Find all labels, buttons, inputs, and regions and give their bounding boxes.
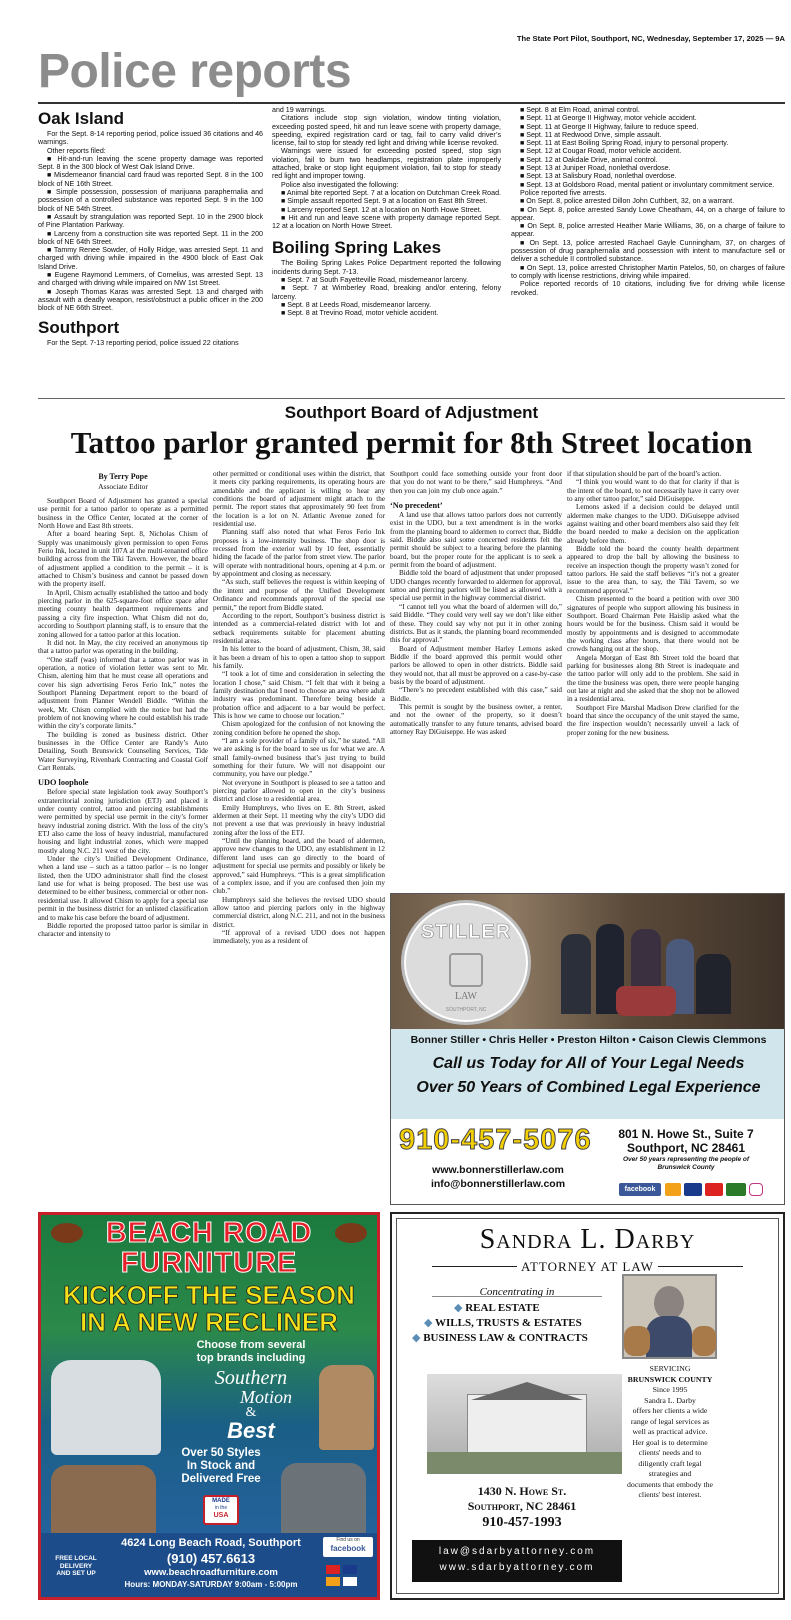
police-para: For the Sept. 7-13 reporting period, police issued 22 citations — [47, 338, 239, 347]
police-para: ■ On Sept. 8, police arrested Dillon John Cuthbert, 32, on a warrant. — [520, 197, 735, 206]
story-para: Biddle told the board of adjustment that under proposed UDO changes recently forwarded to aldermen for approval, tattoo and piercing parlors will be listed as allowed with a special use permit in the highway commercial district. — [390, 569, 562, 603]
police-para: ■ Hit-and-run leaving the scene property damage was reported Sept. 8 in the 300 block of West Oak Island Drive. — [38, 154, 263, 172]
usa-badge-text: MADE — [212, 1498, 230, 1504]
story-para: Biddle reported the proposed tattoo parlor is similar in character and intensity to — [38, 921, 208, 939]
police-para: ■ On Sept. 13, police arrested Rachael Gayle Cunningham, 37, on charges of possession of drug paraphernalia and possession with intent to manufacture sell or deliver a schedule II controlled substance. — [511, 238, 785, 264]
police-column-3 — [511, 106, 785, 376]
story-column-1 — [38, 470, 208, 1180]
story-para: “As such, staff believes the request is within keeping of the intent and purpose of the Unified Development Ordinance and recommends approval of the special use permit,” the report from Biddle stated. — [213, 578, 385, 612]
story-para: if that stipulation should be part of the board’s action. — [567, 470, 722, 478]
darby-service — [412, 1316, 632, 1331]
darby-name: Sandra L. Darby — [479, 1224, 696, 1255]
stiller-law-ad — [390, 893, 785, 1205]
fb-find-label: Find us on — [336, 1537, 360, 1543]
subhead-udo-loophole: UDO loophole — [38, 778, 89, 788]
story-para: Planning staff also noted that what Feros Ferio Ink proposes is a low-intensity business. The shop door is recessed from the exterior wall by 10 feet, essentially hiding the facade of the parlor from street view. The parlor will operate with nontraditional hours, opening at 4 p.m. or by appointment and closing as necessary. — [213, 528, 385, 579]
story-para: The building is zoned as business district. Other businesses in the Office Center are Randy’s Auto Detailing, South Brunswick Counseling Services, Tide Water Surveying, Rivenbark Contracting and Coastal Golf Cart Rentals. — [38, 730, 208, 772]
story-para: “I took a lot of time and consideration in selecting the location I chose,” said Chism. “I felt that with it being a family destination that I need to choose an area where adult industry was predominant. Therefore being beside a probation office and adjacent to a bar would be perfect. This is how we came to choose our location.” — [213, 670, 385, 720]
darby-blurb-line: range of legal services as — [630, 1416, 710, 1426]
darby-blurb-line: offers her clients a wide — [632, 1406, 708, 1415]
police-para: ■ Sept. 13 at Juniper Road, nonlethal overdose. — [520, 164, 671, 173]
darby-title: ATTORNEY AT LAW — [517, 1259, 658, 1274]
story-para: Before special state legislation took away Southport’s extraterritorial zoning jurisdiction (ETJ) and placed it under county control, tattoo and piercing establishments were permitted by special use permit in the city’s former heavy industrial zoning district. With the loss of the city’s ETJ also came the loss of heavy industrial, manufactured housing and light industrial zones, which were mapped mostly along N.C. 211 west of the city. — [38, 788, 208, 855]
police-para: Other reports filed: — [47, 146, 106, 155]
darby-concentrating: Concentrating in — [479, 1286, 555, 1298]
police-para: ■ Sept. 13 at Salisbury Road, nonlethal overdose. — [520, 172, 677, 181]
story-column-3 — [390, 470, 562, 890]
police-para: ■ Eugene Raymond Lemmers, of Cornelius, was arrested Sept. 13 and charged with driving while impaired on NW 1st Street. — [38, 271, 263, 288]
beach-styles-2: In Stock and — [186, 1460, 256, 1472]
instagram-icon — [749, 1183, 763, 1196]
recliner-image — [281, 1463, 366, 1543]
diamond-icon: ◆ — [424, 1317, 436, 1329]
cash-icon — [726, 1183, 746, 1196]
police-para: ■ On Sept. 13, police arrested Christopher Martin Patelos, 50, on charges of failure to comply with license restrictions, driving while impaired. — [511, 263, 785, 280]
amex-icon — [343, 1577, 357, 1586]
police-para: ■ Sept. 8 at Trevino Road, motor vehicle accident. — [281, 309, 439, 318]
beach-title-2: FURNITURE — [120, 1247, 298, 1279]
police-para: ■ Simple possession, possession of marijuana paraphernalia and possession of a controlled substance was reported Sept. 9 in the 100 block of NE 54th Street. — [38, 188, 263, 213]
stiller-logo — [401, 900, 531, 1025]
stiller-email[interactable]: info@bonnerstillerlaw.com — [430, 1178, 566, 1190]
police-para: ■ Sept. 11 at George II Highway, failure to reduce speed. — [520, 122, 699, 131]
darby-attorney-ad — [390, 1212, 785, 1600]
story-para: “I am a sole provider of a family of six,” he stated. “All we are asking is for the board to see us for what we are. A small family-owned business that’s just trying to build something for their future. We will not disappoint our community, you have our pledge.” — [213, 737, 385, 779]
police-para: ■ Larceny reported Sept. 12 at a location on North Howe Street. — [281, 205, 482, 214]
byline-role: Associate Editor — [98, 482, 148, 491]
stiller-attorney-names: Bonner Stiller • Chris Heller • Preston Hilton • Caison Clewis Clemmons — [410, 1034, 767, 1046]
southport-heading: Southport — [38, 317, 120, 337]
police-para: ■ Sept. 11 at Redwood Drive, simple assault. — [520, 130, 662, 139]
beach-choose-1: Choose from several — [196, 1339, 306, 1351]
police-para: ■ Joseph Thomas Karas was arrested Sept. 13 and charged with assault with a deadly weapon, resist/obstruct a public officer in the 200 block of NE 66th Street. — [38, 287, 263, 313]
darby-servicing: SERVICING — [649, 1364, 691, 1373]
police-para: Police reported records of 10 citations, including five for driving while license revoked. — [511, 280, 785, 297]
discover-icon — [326, 1577, 340, 1586]
story-para: Southport Fire Marshal Madison Drew clarified for the board that since the occupancy of the unit stayed the same, the fire inspection wouldn’t necessarily unveil a lack of proper zoning for the new business. — [567, 703, 739, 737]
story-para: Chism apologized for the confusion of not knowing the zoning condition before he opened the shop. — [213, 720, 385, 737]
story-kicker: Southport Board of Adjustment — [284, 403, 539, 422]
story-para: Humphreys said she believes the revised UDO should allow tattoo and piercing parlors only in the highway commercial district, along N.C. 211, and not in the business district. — [213, 895, 385, 929]
mastercard-icon — [705, 1183, 723, 1196]
police-para: ■ Larceny from a construction site was reported Sept. 11 in the 200 block of NE 64th Street. — [38, 229, 263, 246]
darby-sidebar — [624, 1364, 716, 1501]
visa-icon — [343, 1565, 357, 1574]
police-para: ■ Assault by strangulation was reported Sept. 10 in the 2900 block of Pine Plantation Parkway. — [38, 212, 263, 230]
darby-blurb-line: documents that embody the — [627, 1479, 713, 1489]
darby-county: BRUNSWICK COUNTY — [627, 1374, 713, 1384]
police-para: ■ Misdemeanor financial card fraud was reported Sept. 8 in the 100 block of NE 16th Street. — [38, 171, 263, 188]
darby-blurb-line: diligently craft legal — [638, 1458, 702, 1468]
story-para: Biddle told the board the county health department appeared to drop the ball by allowing the business to receive an inspection though the property wasn’t zoned for tattoo parlors. He said the staff believes “it’s not a greater issue to the area than, to say, the Tiki Tavern, so we recommend approval.” — [567, 545, 739, 595]
darby-blurb-line: Her goal is to determine — [632, 1437, 708, 1447]
story-para: “Until the planning board, and the board of aldermen, approve new changes to the UDO, any establishment in 12 different land uses can go directly to the board of adjustment for special use permits and possibly or likely be approved,” said Humphreys. “This is a great simplification of a complex issue, and if you are confused then join my club.” — [213, 837, 385, 896]
darby-blurb-line: strategies and — [648, 1469, 692, 1478]
police-para: ■ Tammy Renee Sowder, of Holly Ridge, was arrested Sept. 11 and charged with driving while impaired in the 4900 block of East Oak Island Drive. — [38, 246, 263, 271]
police-para: ■ Sept. 13 at Goldsboro Road, mental patient or involuntary commitment service. — [520, 180, 775, 189]
darby-office-photo — [427, 1374, 622, 1474]
stiller-tagline-1: Call us Today for All of Your Legal Needs — [432, 1055, 745, 1072]
beach-road-furniture-ad — [38, 1212, 380, 1600]
story-column-2 — [213, 470, 385, 1180]
stiller-contact-band — [391, 1119, 785, 1205]
best-brand: Best — [227, 1418, 275, 1443]
darby-website[interactable]: www.sdarbyattorney.com — [439, 1562, 595, 1573]
story-rule — [38, 398, 785, 399]
story-para: Angela Morgan of East 8th Street told the board that parking for businesses along 8th Street is inadequate and the tattoo parlor will only add to the problem. She said in the time the business was open, there were people hanging out late at night and she asked that the shop not be allowed in a residential area. — [567, 653, 739, 704]
police-para: ■ On Sept. 8, police arrested Sandy Lowe Cheatham, 44, on a charge of failure to appear. — [511, 205, 785, 222]
facebook-icon[interactable] — [323, 1537, 373, 1557]
darby-rule — [432, 1296, 602, 1297]
free-delivery — [46, 1555, 106, 1578]
southern-motion-brand: Southern — [214, 1367, 288, 1389]
recliner-image — [51, 1360, 161, 1455]
darby-phone[interactable]: 910-457-1993 — [482, 1515, 562, 1530]
section-title: Police reports — [38, 45, 352, 98]
made-in-usa-badge — [203, 1495, 239, 1525]
story-column-4 — [567, 470, 739, 890]
darby-service — [412, 1301, 632, 1316]
stiller-years-note: Over 50 years representing the people of Brunswick County — [622, 1156, 750, 1171]
stiller-logo-ring: SOUTHPORT, NC — [445, 1007, 487, 1013]
diamond-icon: ◆ — [454, 1302, 466, 1314]
story-para: A land use that allows tattoo parlors does not currently exist in the UDO, but a text amendment is in the works from the planning board to aldermen to correct that, Biddle said. Biddle also said some concerned residents felt the permit should be subject to a hearing before the planning board, but the proper route for the applicant is to seek a permit from the board of adjustment. — [390, 511, 562, 570]
police-column-2 — [272, 106, 501, 376]
recliner-image — [319, 1365, 374, 1450]
darby-blurb-line: Sandra L. Darby — [644, 1395, 696, 1405]
beach-kickoff-2: IN A NEW RECLINER — [79, 1307, 339, 1337]
darby-address-1: 1430 N. Howe St. — [477, 1484, 567, 1498]
story-para: After a board hearing Sept. 8, Nicholas Chism of Supply was unanimously given permission to open Feros Ferio Ink, located in unit 107A at the multi-tenanted office building across from the Tiki Tavern. However, the board of adjustment applied a condition to the permit – it is attached to Chism’s business and cannot be passed down with the property itself. — [38, 530, 208, 589]
beach-choose-2: top brands including — [196, 1352, 306, 1364]
free-delivery-line: AND SET UP — [56, 1570, 96, 1577]
police-para: ■ Sept. 11 at East Boiling Spring Road, injury to personal property. — [520, 139, 729, 148]
byline: By Terry Pope — [98, 472, 148, 481]
story-para: Chism presented to the board a petition with over 300 signatures of people who support allowing his business in Southport. Board Chairman Pete Haislip asked what the hours would be for the business. Chism said it would be mostly by appointments and is designed to accommodate the working class after hours, that there would not be crowds hanging out at the shop. — [567, 595, 739, 654]
police-para: Citations include stop sign violation, window tinting violation, exceeding posted speed, hit and run leave scene with property damage, speeding, expired registration card or tag, fail to carry valid driver’s license, fail to stop for steady red light and driving while license revoked. — [272, 114, 501, 148]
beach-styles-1: Over 50 Styles — [181, 1447, 261, 1459]
story-para: other permitted or conditional uses within the district, that it meets city parking requirements, its operating hours are amendable and the applicant is willing to hear any conditions the board of adjustment might attach to the permit. The report states that approximately 90 feet from the location is a lot on N. Atlantic Avenue zoned for residential use. — [213, 470, 385, 529]
boiling-spring-lakes-heading: Boiling Spring Lakes — [272, 238, 442, 258]
story-para: This permit is sought by the business owner, a renter, and not the owner of the property, so it doesn’t automatically transfer to any future tenants, advised board attorney Ray DiGuiseppe. He was asked — [390, 702, 562, 736]
darby-service-label: WILLS, TRUSTS & ESTATES — [435, 1317, 582, 1329]
facebook-icon[interactable]: facebook — [619, 1183, 661, 1196]
stiller-phone[interactable]: 910-457-5076 — [399, 1124, 592, 1156]
police-para: ■ Simple assault reported Sept. 9 at a location on East 8th Street. — [281, 197, 488, 206]
police-para: and 19 warnings. — [272, 106, 327, 114]
stiller-website[interactable]: www.bonnerstillerlaw.com — [432, 1164, 564, 1176]
story-para: Emily Humphreys, who lives on E. 8th Street, asked aldermen at their Sept. 11 meeting why the city’s UDO did not prevent a use that was previously in heavy industrial zoning after the loss of the ETJ. — [213, 803, 385, 837]
brand-ampersand: & — [245, 1405, 257, 1420]
police-para: ■ Sept. 8 at Elm Road, animal control. — [520, 106, 640, 114]
police-para: ■ Sept. 8 at Leeds Road, misdemeanor larceny. — [281, 300, 432, 309]
story-para: “I cannot tell you what the board of aldermen will do,” said Biddle. “They could very well say we don’t like either of these. They could say why not put it in other zoning districts. But as it stands, the planning board recommended this for approval.” — [390, 602, 562, 645]
stiller-middle-band — [391, 1029, 785, 1119]
darby-since: Since 1995 — [652, 1385, 688, 1394]
police-para: ■ Hit and run and leave scene with property damage reported Sept. 12 at a location on North Howe Street. — [272, 213, 501, 231]
fb-label: facebook — [330, 1544, 366, 1553]
subhead-no-precedent: ‘No precedent’ — [390, 501, 443, 511]
police-para: ■ Sept. 11 at George II Highway, motor vehicle accident. — [520, 114, 697, 123]
darby-service-label: REAL ESTATE — [465, 1302, 540, 1314]
police-para: ■ Sept. 7 at Wimberley Road, breaking and/or entering, felony larceny. — [272, 284, 501, 301]
usa-badge-text: in the — [214, 1505, 228, 1511]
darby-blurb-line: well as practical advice. — [632, 1427, 708, 1436]
police-para: The Boiling Spring Lakes Police Department reported the following incidents during Sept. 7-13. — [272, 259, 501, 276]
story-para: “There’s no precedent established with this case,” said Biddle. — [390, 686, 562, 703]
story-para: Southport Board of Adjustment has granted a special use permit for a tattoo parlor to operate as a permitted business in the Office Center, located at the corner of North Howe and East 8th streets. — [38, 497, 208, 531]
story-para: Under the city’s Unified Development Ordinance, when a land use – such as a tattoo parlor – is no longer listed, then the UDO administrator shall find the closest land use for what is being proposed. The best use was determined to be either business, commercial or other non-residential use. It allowed Chism to apply for a special use permit in the business district for an unlisted classification and to make his case before the board of adjustment. — [38, 855, 208, 922]
darby-email[interactable]: law@sdarbyattorney.com — [438, 1546, 596, 1557]
darby-services — [412, 1301, 632, 1346]
story-para: “If approval of a revised UDO does not happen immediately, you as a resident of — [213, 928, 385, 946]
stiller-address-1: 801 N. Howe St., Suite 7 — [618, 1127, 754, 1141]
darby-blurb-line: clients' best interest. — [638, 1490, 702, 1499]
darby-service-label: BUSINESS LAW & CONTRACTS — [423, 1332, 588, 1344]
mastercard-icon — [326, 1565, 340, 1574]
story-para: In his letter to the board of adjustment, Chism, 38, said it has been a dream of his to open a tattoo shop to support his family. — [213, 645, 385, 670]
stiller-logo-text: STILLER — [420, 921, 512, 943]
beach-address: 4624 Long Beach Road, Southport — [121, 1537, 301, 1549]
stiller-logo-law: LAW — [455, 991, 477, 1002]
police-para: ■ Sept. 7 at South Fayetteville Road, misdemeanor larceny. — [281, 276, 469, 285]
police-para: Warnings were issued for exceeding posted speed, stop sign violation, fail to burn two headlamps, registration plate improperly attached, brake or stop light equipment violation, fail to stop for steady red light and improper towing. — [272, 147, 501, 181]
masthead-dateline: The State Port Pilot, Southport, NC, Wednesday, September 17, 2025 — 9A — [516, 34, 785, 43]
beach-kickoff-1: KICKOFF THE SEASON — [63, 1280, 355, 1310]
story-para: Board of Adjustment member Harley Lemons asked Biddle if the board approved this permit would other parlors be allowed to open in other districts. Biddle said they would not, that all must be approved on a case-by-case basis by the board of adjustment. — [390, 644, 562, 686]
beach-website[interactable]: www.beachroadfurniture.com — [144, 1567, 278, 1578]
beach-title-1: BEACH ROAD — [105, 1217, 313, 1249]
beach-hours: Hours: MONDAY-SATURDAY 9:00am - 5:00pm — [124, 1580, 298, 1589]
stiller-tagline-2: Over 50 Years of Combined Legal Experience — [416, 1079, 761, 1096]
visa-icon — [684, 1183, 702, 1196]
beach-styles-3: Delivered Free — [181, 1473, 261, 1485]
credit-card-icon — [665, 1183, 681, 1196]
usa-badge-text: USA — [213, 1512, 229, 1519]
oak-island-heading: Oak Island — [38, 109, 124, 128]
police-para: Police reported five arrests. — [520, 188, 607, 197]
police-para: ■ Sept. 12 at Cougar Road, motor vehicle accident. — [520, 147, 682, 156]
darby-contact-bar — [412, 1540, 622, 1582]
darby-portrait-photo — [622, 1274, 717, 1359]
scales-icon — [449, 953, 483, 987]
story-para: Southport could face something outside your front door that you do not want to be there,” said Humphreys. “And then you can join my club once again.” — [390, 470, 562, 495]
section-rule — [38, 102, 785, 104]
southern-motion-brand-2: Motion — [240, 1387, 292, 1407]
story-para: In April, Chism actually established the tattoo and body piercing parlor in the 625-square-foot office space after meeting county health department requirements and passing a city fire inspection. What Chism did not do, according to Southport planning staff, is to ensure that the zoning allowed for a tattoo parlor at this location. — [38, 588, 208, 639]
police-para: ■ Animal bite reported Sept. 7 at a location on Dutchman Creek Road. — [281, 188, 501, 197]
police-para: ■ Sept. 12 at Oakdale Drive, animal control. — [520, 155, 658, 164]
free-delivery-line: FREE LOCAL — [55, 1555, 97, 1562]
story-para: Not everyone in Southport is pleased to see a tattoo and piercing parlor allowed to open in the city’s business district and close to a residential area. — [213, 778, 385, 804]
diamond-icon: ◆ — [412, 1332, 424, 1344]
story-para: According to the report, Southport’s business district is intended as a commercial-related district with lot and setback requirements suitable for placement abutting residential areas. — [213, 611, 385, 645]
free-delivery-line: DELIVERY — [59, 1562, 93, 1570]
darby-blurb-line: clients' needs and to — [638, 1448, 702, 1457]
police-column-1 — [38, 108, 263, 378]
darby-address-2: Southport, NC 28461 — [467, 1499, 577, 1513]
police-para: For the Sept. 8-14 reporting period, police issued 36 citations and 46 warnings. — [38, 130, 263, 147]
story-headline: Tattoo parlor granted permit for 8th Street location — [70, 425, 753, 460]
police-para: Police also investigated the following: — [281, 180, 399, 189]
story-para: It did not. In May, the city received an anonymous tip that a tattoo parlor was operating in the building. — [38, 638, 208, 656]
police-para: ■ On Sept. 8, police arrested Heather Marie Williams, 36, on a charge of failure to appear. — [511, 222, 785, 239]
story-para: Lemons asked if a decision could be delayed until aldermen make changes to the UDO. DiGuiseppe advised against waiting and other board members also said they felt the board needed to make a decision on the application already before them. — [567, 503, 739, 545]
story-para: “I think you would want to do that for clarity if that is the intent of the board, to not necessarily have it carry over to any other tattoo parlor,” said DiGuiseppe. — [567, 478, 739, 504]
stiller-address-2: Southport, NC 28461 — [626, 1141, 746, 1155]
darby-service — [412, 1331, 632, 1346]
beach-phone[interactable]: (910) 457.6613 — [166, 1551, 256, 1566]
story-para: “One staff (was) informed that a tattoo parlor was in operation, a notice of violation letter was sent to Mr. Chism, alerting him that he must cease all operations and cover his sign advertising Feros Ferio Ink,” notes the Southport Planning Department report to the board of adjustment from Planner Wendell Biddle. “Within the week, Mr. Chism complied with the notice but had the problem of not knowing where he could establish his trade within the city’s corporate limits.” — [38, 655, 208, 731]
